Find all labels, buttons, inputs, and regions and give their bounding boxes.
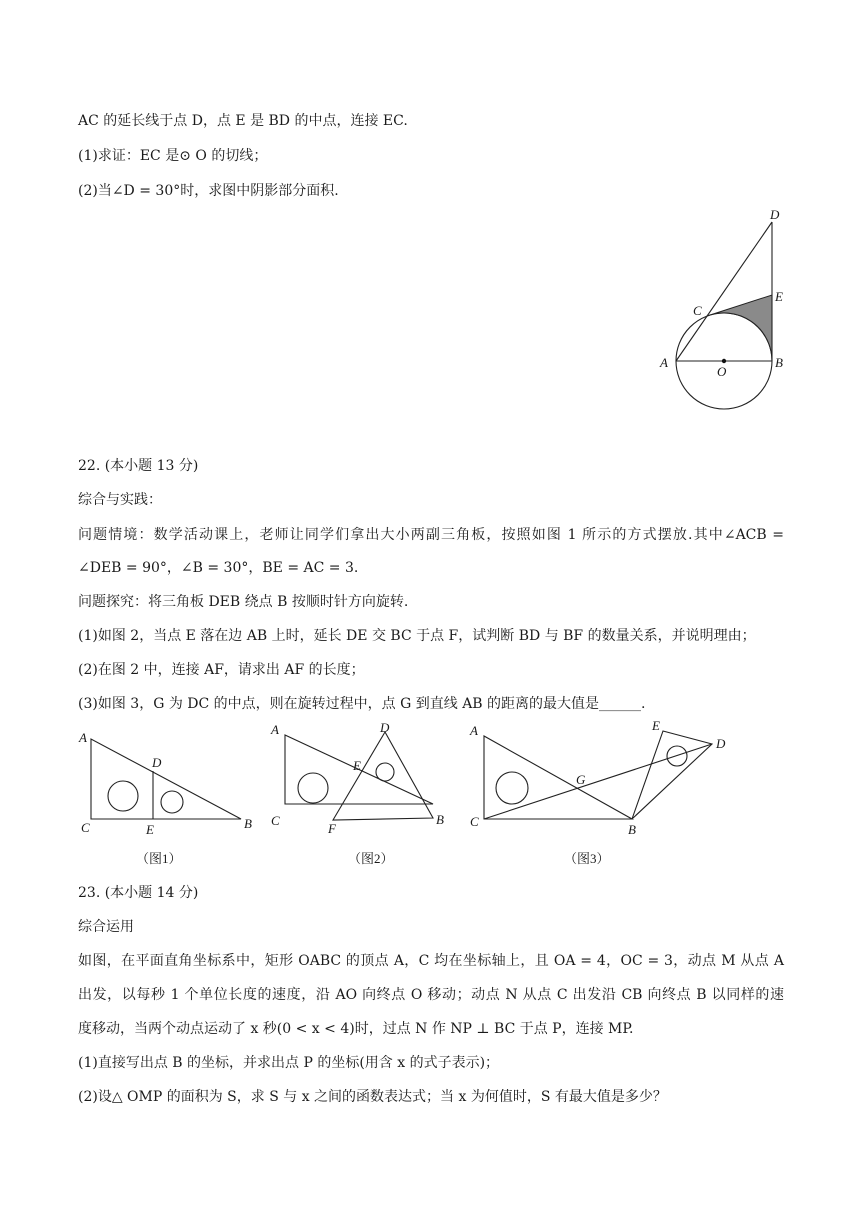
- hole-small: [376, 763, 394, 781]
- q23-para-3: 度移动，当两个动点运动了 x 秒(0 < x < 4)时，过点 N 作 NP ⊥ BC 于点 P，连接 MP.: [78, 1021, 634, 1037]
- label-d: D: [152, 755, 162, 770]
- q21-part1: (1)求证：EC 是⊙ O 的切线；: [78, 148, 268, 164]
- label-b: B: [436, 812, 444, 827]
- label-c: C: [693, 303, 702, 318]
- label-c: C: [81, 820, 90, 835]
- q21-part2: (2)当∠D = 30°时，求图中阴影部分面积.: [78, 183, 339, 199]
- hole-small: [161, 791, 183, 813]
- q22-figure-2: [268, 718, 458, 874]
- label-d: D: [716, 736, 726, 751]
- label-e: E: [353, 758, 361, 773]
- hole-large: [298, 773, 328, 803]
- q22-figure-1: [76, 724, 266, 874]
- q22-part3: (3)如图 3，G 为 DC 的中点，则在旋转过程中，点 G 到直线 AB 的距离的最大值是______.: [78, 696, 646, 712]
- q22-explore: 问题探究：将三角板 DEB 绕点 B 按顺时针方向旋转.: [78, 594, 409, 610]
- label-f: F: [328, 821, 336, 836]
- segment-ad: [676, 222, 772, 361]
- q23-part1: (1)直接写出点 B 的坐标，并求出点 P 的坐标(用含 x 的式子表示)；: [78, 1055, 500, 1071]
- caption-figure-1: （图1）: [136, 851, 182, 866]
- q22-figure-3: [466, 716, 736, 874]
- label-d: D: [770, 207, 780, 222]
- q21-text-line: AC 的延长线于点 D，点 E 是 BD 的中点，连接 EC.: [78, 113, 408, 129]
- q23-header: 23. (本小题 14 分): [78, 885, 199, 901]
- caption-figure-3: （图3）: [564, 851, 610, 866]
- shaded-region: [707, 295, 772, 361]
- label-e: E: [775, 289, 783, 304]
- triangle-dfb: [333, 732, 433, 820]
- hole-large: [108, 781, 138, 811]
- label-b: B: [244, 816, 252, 831]
- label-b: B: [775, 355, 783, 370]
- label-c: C: [271, 813, 280, 828]
- label-a: A: [470, 723, 478, 738]
- label-c: C: [470, 814, 479, 829]
- label-e: E: [652, 718, 660, 733]
- label-g: G: [576, 772, 586, 787]
- q22-type: 综合与实践：: [78, 492, 162, 508]
- label-o: O: [717, 364, 727, 379]
- q22-situation-1: 问题情境：数学活动课上，老师让同学们拿出大小两副三角板，按照如图 1 所示的方式摆放.其中∠ACB =: [78, 527, 784, 543]
- q22-part1: (1)如图 2，当点 E 落在边 AB 上时，延长 DE 交 BC 于点 F，试判断 BD 与 BF 的数量关系，并说明理由；: [78, 628, 756, 644]
- q22-situation-2: ∠DEB = 90°，∠B = 30°，BE = AC = 3.: [78, 560, 359, 576]
- center-dot: [722, 359, 726, 363]
- q23-para-2: 出发，以每秒 1 个单位长度的速度，沿 AO 向终点 O 移动；动点 N 从点 C 出发沿 CB 向终点 B 以同样的速: [78, 987, 784, 1003]
- label-a: A: [79, 730, 87, 745]
- label-a: A: [271, 722, 279, 737]
- label-a: A: [660, 355, 668, 370]
- label-e: E: [146, 822, 154, 837]
- hole-large: [496, 772, 528, 804]
- triangle-bde: [632, 731, 712, 819]
- label-b: B: [628, 822, 636, 837]
- q23-type: 综合运用: [78, 919, 134, 935]
- q22-part2: (2)在图 2 中，连接 AF，请求出 AF 的长度；: [78, 662, 365, 678]
- q23-para-1: 如图，在平面直角坐标系中，矩形 OABC 的顶点 A，C 均在坐标轴上，且 OA = 4，OC = 3，动点 M 从点 A: [78, 953, 784, 969]
- q22-header: 22. (本小题 13 分): [78, 458, 199, 474]
- label-d: D: [380, 720, 390, 735]
- q21-figure: [655, 205, 785, 415]
- q23-part2: (2)设△ OMP 的面积为 S，求 S 与 x 之间的函数表达式；当 x 为何值时，S 有最大值是多少？: [78, 1089, 667, 1105]
- caption-figure-2: （图2）: [348, 851, 394, 866]
